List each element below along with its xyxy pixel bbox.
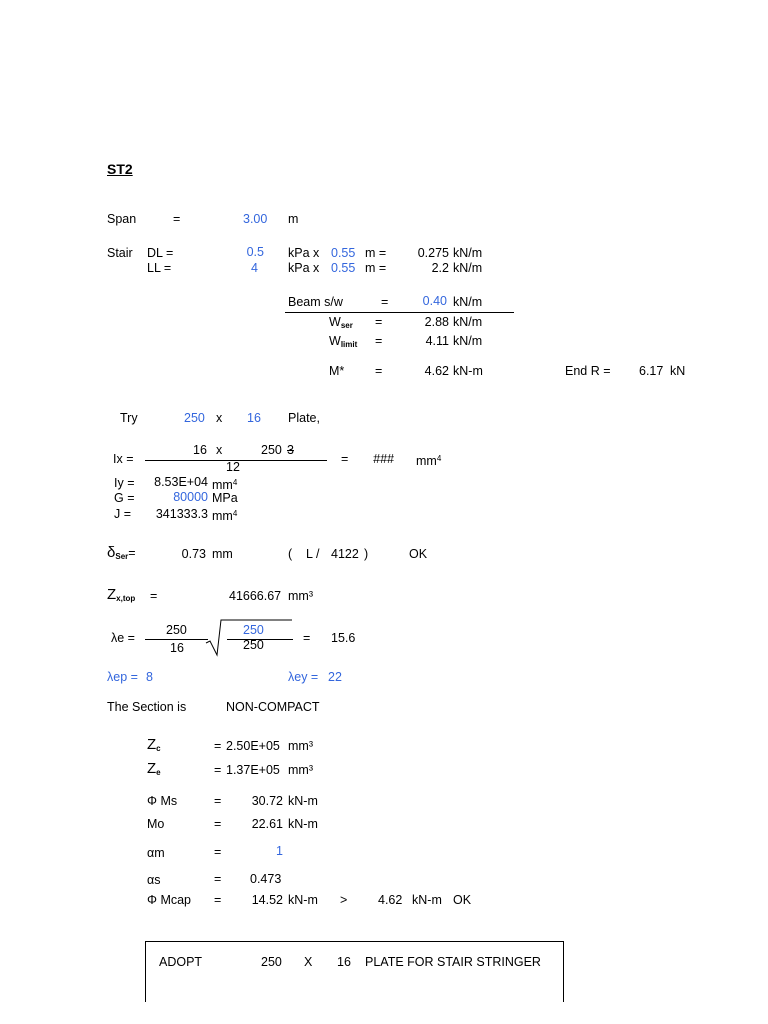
zx-unit: mm³ (288, 589, 313, 603)
j-unit: $mm^4$ (212, 509, 238, 523)
phimcap-unit2: kN-m (412, 893, 442, 907)
ze-unit: mm³ (288, 763, 313, 777)
adopt-b: 250 (261, 955, 282, 969)
delta-close: ) (364, 547, 369, 561)
lambda-ep-value[interactable]: 8 (146, 670, 153, 684)
ix-num-b: 250 (261, 443, 282, 457)
try-t[interactable]: 16 (247, 411, 261, 425)
zc-label: $Z_c$ (147, 736, 161, 753)
ix-label: Ix = (113, 452, 134, 466)
lambda-e-den2: 250 (243, 638, 264, 652)
lambda-e-value: 15.6 (331, 631, 356, 645)
phimcap-gt: > (340, 893, 348, 907)
phimcap-label: Φ Mcap (147, 893, 192, 907)
ix-unit: $mm^4$ (416, 454, 442, 468)
span-label: Span (107, 212, 137, 226)
phimcap-unit: kN-m (288, 893, 318, 907)
ll-label: LL = (147, 261, 172, 275)
ll-width[interactable]: 0.55 (331, 261, 356, 275)
iy-label: Iy = (114, 476, 135, 490)
span-unit: m (288, 212, 299, 226)
mstar-eq: = (375, 364, 383, 378)
wlimit-value: 4.11 (425, 334, 449, 348)
delta-unit: mm (212, 547, 233, 561)
ix-value: ### (373, 452, 394, 466)
phimcap-value2: 4.62 (378, 893, 403, 907)
wser-value: 2.88 (424, 315, 449, 329)
lambda-e-label: λe = (111, 631, 135, 645)
ze-label: $Z_e$ (147, 760, 161, 777)
ix-eq: = (341, 452, 349, 466)
dl-unit: kN/m (453, 246, 483, 260)
g-label: G = (114, 491, 135, 505)
try-desc: Plate, (288, 411, 320, 425)
lambda-ep-label: λep = (107, 670, 138, 684)
ll-value[interactable]: 4 (251, 261, 258, 275)
as-eq: = (214, 872, 222, 886)
zx-eq: = (150, 589, 158, 603)
beam-sw-label: Beam s/w (288, 295, 343, 309)
dl-eq: m = (365, 246, 387, 260)
am-value[interactable]: 1 (276, 844, 283, 858)
section-label: The Section is (107, 700, 187, 714)
wlimit-unit: kN/m (453, 334, 483, 348)
wlimit-eq: = (375, 334, 383, 348)
wser-eq: = (375, 315, 383, 329)
adopt-t: 16 (337, 955, 351, 969)
endr-label: End R = (565, 364, 611, 378)
ll-result: 2.2 (431, 261, 449, 275)
mo-unit: kN-m (288, 817, 318, 831)
phims-value: 30.72 (251, 794, 283, 808)
lambda-e-den1: 16 (170, 641, 184, 655)
phims-label: Φ Ms (147, 794, 178, 808)
iy-value: 8.53E+04 (154, 475, 208, 489)
sum-line (285, 312, 514, 313)
wlimit-label: $W_{limit}$ (329, 334, 358, 349)
dl-value[interactable]: 0.5 (246, 245, 264, 259)
g-value[interactable]: 80000 (173, 490, 208, 504)
span-eq: = (173, 212, 181, 226)
lambda-e-bar1 (145, 639, 208, 640)
try-b[interactable]: 250 (184, 411, 205, 425)
adopt-box (145, 941, 564, 1002)
phimcap-status: OK (453, 893, 472, 907)
try-x: x (216, 411, 223, 425)
beam-sw-eq: = (381, 295, 389, 309)
zc-value: 2.50E+05 (226, 739, 280, 753)
dl-label: DL = (147, 246, 174, 260)
wser-label: $W_{ser}$ (329, 315, 353, 330)
ix-num-pow: 3 (287, 443, 294, 457)
delta-value: 0.73 (181, 547, 206, 561)
am-label: αm (147, 846, 165, 860)
ll-mid: kPa x (288, 261, 320, 275)
mstar-value: 4.62 (424, 364, 449, 378)
adopt-label: ADOPT (159, 955, 203, 969)
try-label: Try (120, 411, 138, 425)
dl-result: 0.275 (417, 246, 449, 260)
zc-eq: = (214, 739, 222, 753)
phims-eq: = (214, 794, 222, 808)
page-title: ST2 (107, 161, 133, 177)
lambda-e-num1: 250 (166, 623, 187, 637)
endr-value: 6.17 (639, 364, 664, 378)
delta-label: $\delta_{Ser}=$ (107, 544, 136, 561)
ze-eq: = (214, 763, 222, 777)
ll-unit: kN/m (453, 261, 483, 275)
ix-num-t: 16 (193, 443, 207, 457)
stair-label: Stair (107, 246, 133, 260)
phimcap-eq: = (214, 893, 222, 907)
zx-value: 41666.67 (229, 589, 282, 603)
as-value: 0.473 (250, 872, 282, 886)
delta-open: ( (288, 547, 293, 561)
mstar-label: M* (329, 364, 345, 378)
lambda-e-eq: = (303, 631, 311, 645)
iy-unit: $mm^4$ (212, 478, 238, 492)
adopt-x: X (304, 955, 313, 969)
span-value[interactable]: 3.00 (243, 212, 268, 226)
mo-label: Mo (147, 817, 165, 831)
am-eq: = (214, 845, 222, 859)
ix-num-x: x (216, 443, 223, 457)
ll-eq: m = (365, 261, 387, 275)
endr-unit: kN (670, 364, 686, 378)
lambda-ey-label: λey = (288, 670, 319, 684)
delta-ratio: 4122 (331, 547, 359, 561)
section-value: NON-COMPACT (226, 700, 320, 714)
mo-eq: = (214, 817, 222, 831)
adopt-desc: PLATE FOR STAIR STRINGER (365, 955, 541, 969)
wser-unit: kN/m (453, 315, 483, 329)
mo-value: 22.61 (251, 817, 283, 831)
delta-ratio-label: L / (306, 547, 320, 561)
zx-label: $Z_{x,top}$ (107, 586, 136, 603)
ix-den: 12 (226, 460, 240, 474)
as-label: αs (147, 873, 161, 887)
zc-unit: mm³ (288, 739, 313, 753)
dl-width[interactable]: 0.55 (331, 246, 356, 260)
lambda-ey-value[interactable]: 22 (328, 670, 342, 684)
phimcap-value: 14.52 (251, 893, 283, 907)
ze-value: 1.37E+05 (226, 763, 280, 777)
delta-status: OK (409, 547, 428, 561)
mstar-unit: kN-m (453, 364, 483, 378)
g-unit: MPa (212, 491, 238, 505)
phims-unit: kN-m (288, 794, 318, 808)
beam-sw-unit: kN/m (453, 295, 483, 309)
beam-sw-value[interactable]: 0.40 (422, 294, 447, 308)
dl-mid: kPa x (288, 246, 320, 260)
j-label: J = (114, 507, 132, 521)
j-value: 341333.3 (155, 507, 208, 521)
lambda-e-num2: 250 (243, 623, 264, 637)
